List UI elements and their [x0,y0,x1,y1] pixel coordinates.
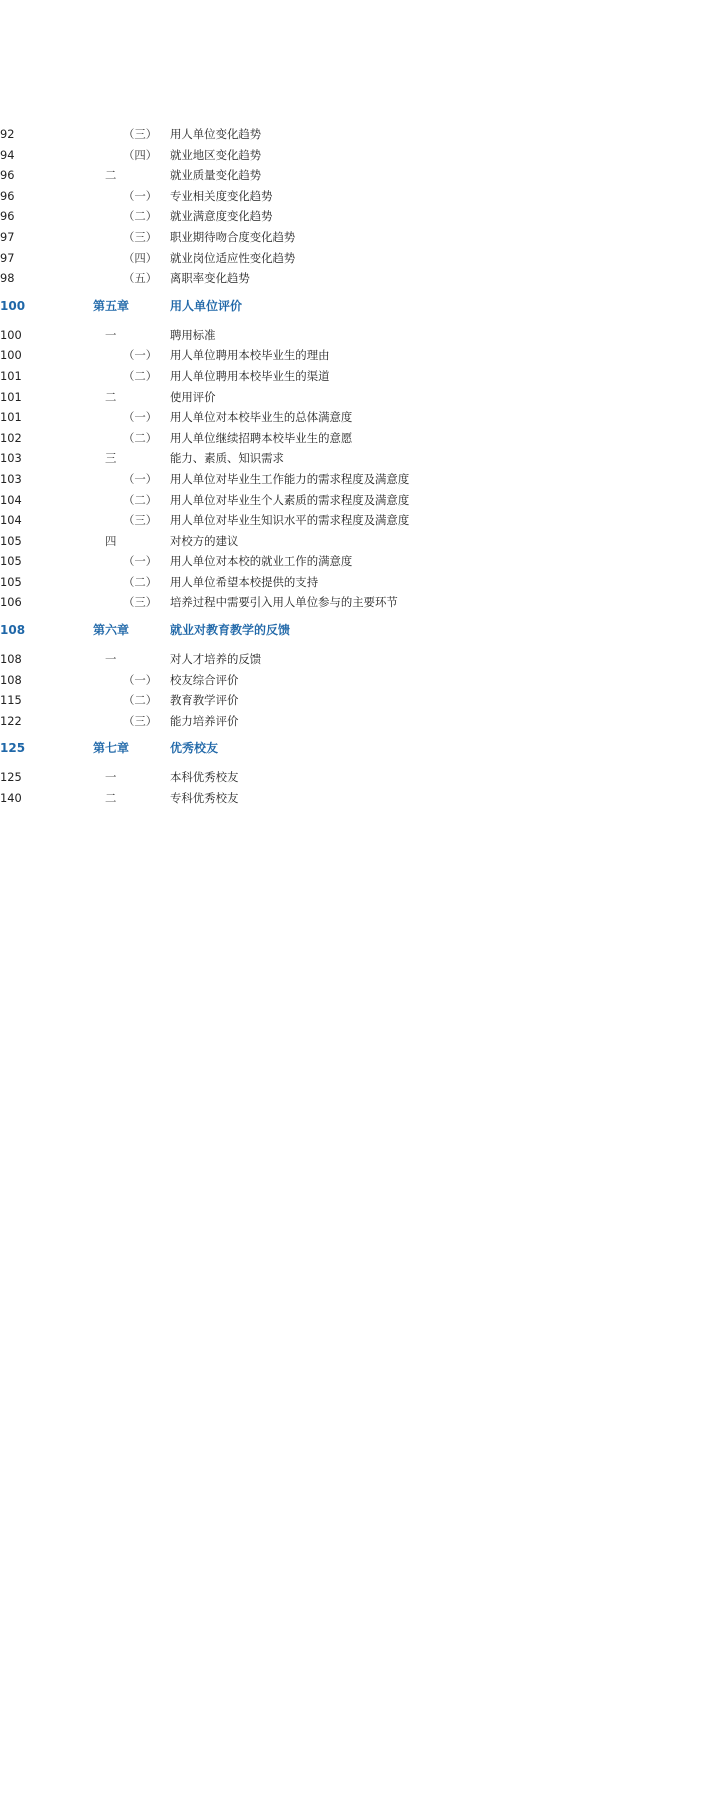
toc-entry-title[interactable]: 对校方的建议 [170,533,239,548]
toc-entry-number: 一 [105,652,117,667]
toc-entry-title[interactable]: 用人单位对毕业生个人素质的需求程度及满意度 [170,492,410,507]
toc-entry-title[interactable]: 聘用标准 [170,327,216,342]
toc-entry-title[interactable]: 就业岗位适应性变化趋势 [170,250,296,265]
toc-entry-number: （二） [123,492,158,507]
toc-entry-title[interactable]: 用人单位希望本校提供的支持 [170,574,319,589]
toc-entry-title[interactable]: 就业地区变化趋势 [170,147,262,162]
toc-entry[interactable] [0,572,724,593]
toc-entry-page-number: 101 [0,368,22,383]
toc-chapter-entry[interactable] [0,289,724,323]
toc-entry-number: 二 [105,791,117,806]
toc-entry[interactable] [0,767,724,788]
toc-entry-number: （一） [123,471,158,486]
toc-entry-page-number: 96 [0,168,15,183]
toc-entry-number: 第六章 [93,623,130,638]
toc-entry-title[interactable]: 用人单位对毕业生工作能力的需求程度及满意度 [170,471,410,486]
toc-entry-number: （二） [123,368,158,383]
toc-entry-title[interactable]: 本科优秀校友 [170,770,239,785]
toc-entry[interactable] [0,165,724,186]
toc-entry-number: 四 [105,533,117,548]
toc-entry[interactable] [0,551,724,572]
toc-entry-page-number: 94 [0,147,15,162]
toc-entry[interactable] [0,407,724,428]
toc-entry-number: （二） [123,209,158,224]
toc-entry-page-number: 104 [0,513,22,528]
toc-entry-title[interactable]: 就业满意度变化趋势 [170,209,273,224]
toc-entry[interactable] [0,788,724,809]
toc-entry-number: （一） [123,348,158,363]
toc-entry-page-number: 125 [0,741,26,756]
toc-entry[interactable] [0,490,724,511]
toc-entry-page-number: 100 [0,327,22,342]
toc-entry-page-number: 98 [0,271,15,286]
toc-entry-number: （一） [123,188,158,203]
toc-entry-page-number: 103 [0,471,22,486]
toc-entry-title[interactable]: 优秀校友 [170,741,219,756]
toc-entry-number: （四） [123,250,158,265]
toc-entry-page-number: 97 [0,250,15,265]
toc-entry-title[interactable]: 用人单位变化趋势 [170,127,262,141]
toc-entry-page-number: 101 [0,389,22,404]
toc-entry[interactable] [0,124,724,145]
toc-entry-title[interactable]: 用人单位对本校的就业工作的满意度 [170,554,353,569]
toc-entry-title[interactable]: 用人单位继续招聘本校毕业生的意愿 [170,430,353,445]
toc-entry-page-number: 105 [0,533,22,548]
toc-entry-title[interactable]: 校友综合评价 [170,672,239,687]
toc-entry-page-number: 125 [0,770,22,785]
toc-entry-title[interactable]: 用人单位评价 [170,298,243,313]
toc-entry-page-number: 103 [0,451,22,466]
toc-entry-page-number: 108 [0,652,22,667]
toc-entry-number: （三） [123,513,158,528]
toc-entry-title[interactable]: 培养过程中需要引入用人单位参与的主要环节 [170,595,398,610]
toc-entry-number: （三） [123,127,158,141]
toc-entry-page-number: 108 [0,672,22,687]
toc-entry-number: （二） [123,430,158,445]
toc-entry[interactable] [0,670,724,691]
toc-entry-number: 二 [105,168,117,183]
toc-entry-page-number: 106 [0,595,22,610]
toc-entry-page-number: 102 [0,430,22,445]
toc-entry[interactable] [0,145,724,166]
toc-entry-number: 一 [105,770,117,785]
toc-entry-number: （一） [123,554,158,569]
table-of-contents [0,124,724,809]
toc-entry-page-number: 115 [0,693,22,708]
toc-entry-number: 二 [105,389,117,404]
toc-entry[interactable] [0,592,724,613]
toc-entry[interactable] [0,531,724,552]
toc-entry-number: （五） [123,271,158,286]
toc-entry-title[interactable]: 离职率变化趋势 [170,271,250,286]
toc-entry-page-number: 100 [0,298,26,313]
toc-entry[interactable] [0,186,724,207]
toc-entry-page-number: 96 [0,209,15,224]
toc-entry-number: （二） [123,574,158,589]
toc-entry-number: （一） [123,672,158,687]
toc-entry-title[interactable]: 使用评价 [170,389,216,404]
toc-entry-number: 一 [105,327,117,342]
toc-entry-number: 第七章 [93,741,130,756]
toc-entry[interactable] [0,510,724,531]
toc-entry-page-number: 104 [0,492,22,507]
toc-entry-number: （三） [123,229,158,244]
toc-entry[interactable] [0,248,724,269]
toc-entry-number: 三 [105,451,117,466]
toc-entry-title[interactable]: 能力培养评价 [170,713,239,728]
toc-chapter-entry[interactable] [0,731,724,765]
toc-entry[interactable] [0,387,724,408]
toc-entry-number: （三） [123,595,158,610]
toc-entry-number: （二） [123,693,158,708]
toc-entry[interactable] [0,345,724,366]
toc-entry[interactable] [0,711,724,732]
toc-entry[interactable] [0,469,724,490]
toc-entry[interactable] [0,227,724,248]
toc-entry-title[interactable]: 就业质量变化趋势 [170,168,262,183]
toc-entry[interactable] [0,325,724,346]
toc-entry-title[interactable]: 能力、素质、知识需求 [170,451,284,466]
toc-entry[interactable] [0,206,724,227]
toc-entry[interactable] [0,690,724,711]
toc-entry-number: 第五章 [93,298,130,313]
toc-entry-title[interactable]: 用人单位对毕业生知识水平的需求程度及满意度 [170,513,410,528]
toc-entry-title[interactable]: 用人单位聘用本校毕业生的渠道 [170,368,330,383]
toc-entry-number: （一） [123,410,158,425]
toc-entry-page-number: 140 [0,791,22,806]
toc-entry-number: （三） [123,713,158,728]
toc-entry-title[interactable]: 就业对教育教学的反馈 [170,623,291,638]
toc-entry-title[interactable]: 专科优秀校友 [170,791,239,806]
toc-entry-title[interactable]: 教育教学评价 [170,693,239,708]
toc-entry-page-number: 105 [0,574,22,589]
toc-entry-page-number: 92 [0,127,15,141]
toc-entry-title[interactable]: 对人才培养的反馈 [170,652,262,667]
toc-entry-page-number: 96 [0,188,15,203]
toc-entry[interactable] [0,448,724,469]
toc-entry-title[interactable]: 职业期待吻合度变化趋势 [170,229,296,244]
toc-entry-page-number: 105 [0,554,22,569]
toc-entry[interactable] [0,428,724,449]
toc-entry-page-number: 100 [0,348,22,363]
toc-entry[interactable] [0,268,724,289]
toc-entry-title[interactable]: 用人单位对本校毕业生的总体满意度 [170,410,353,425]
toc-chapter-entry[interactable] [0,613,724,647]
toc-entry-page-number: 108 [0,623,26,638]
toc-entry-page-number: 122 [0,713,22,728]
toc-entry-title[interactable]: 用人单位聘用本校毕业生的理由 [170,348,330,363]
toc-entry[interactable] [0,366,724,387]
toc-entry-title[interactable]: 专业相关度变化趋势 [170,188,273,203]
toc-entry-number: （四） [123,147,158,162]
toc-entry-page-number: 101 [0,410,22,425]
toc-entry[interactable] [0,649,724,670]
toc-entry-page-number: 97 [0,229,15,244]
